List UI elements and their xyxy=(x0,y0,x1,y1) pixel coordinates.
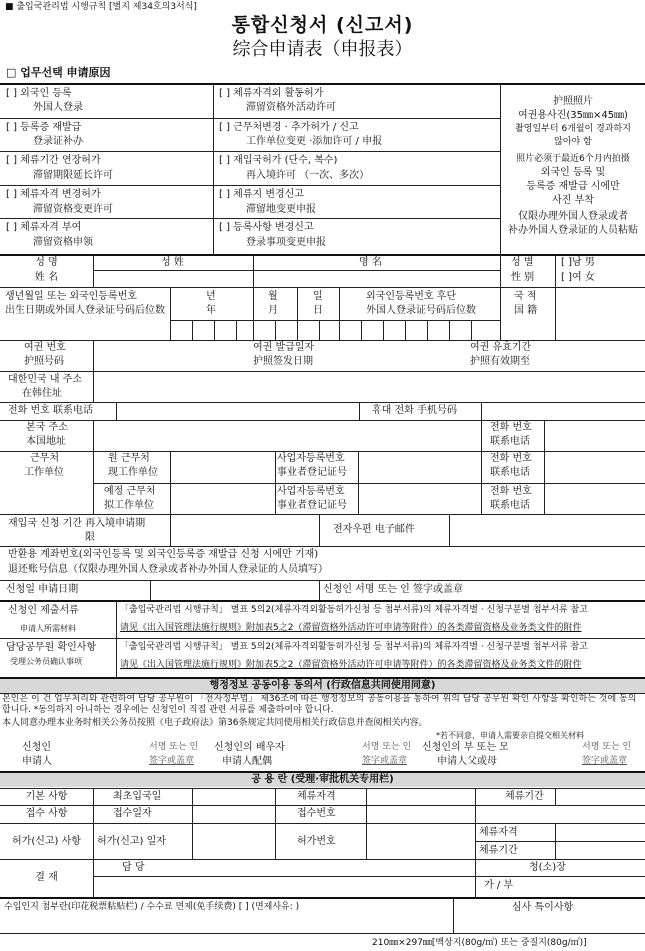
registration-suffix-label: 외국인등록번호 후단 xyxy=(366,291,457,302)
refund-account-label: 반환용 계좌번호(외국인등록 및 외국인등록증 재발급 신청 시에만 기재) xyxy=(8,549,319,560)
option-label-cn: 再入境许可 （一次、多次） xyxy=(246,170,370,181)
stamp-fee-label[interactable]: 수입인지 첨부란(印花税票粘贴栏) / 수수료 면제(免手续费) [ ] (면제사유: ) xyxy=(4,902,300,912)
basic-info-label: 기본 사항 xyxy=(25,791,68,802)
option-label-cn: 工作单位变更 ·添加许可 / 申报 xyxy=(246,136,383,147)
documents-reference: 「출입국관리법 시행규칙」 별표 5의2(체류자격외활동허가신청 등 첨부서류)의 체류자격별 · 신청구분별 첨부서류 참고 xyxy=(120,605,588,615)
option-stay-extension[interactable]: [ ] 체류기간 연장허가 xyxy=(6,155,101,166)
consent-applicant-signature[interactable]: 서명 또는 인 xyxy=(149,742,199,752)
documents-reference-cn: 请见《出入国管理法施行规则》附加表5之2（滞留资格外活动许可申请等附件）的各类滞留资格及业务类文件的附件 xyxy=(120,623,582,633)
officer-in-charge-label: 담 당 xyxy=(122,862,145,873)
business-number-label-cn: 事业者登记证号 xyxy=(277,467,347,478)
name-label-cn: 姓 名 xyxy=(34,272,59,283)
workplace-phone-label-cn: 联系电话 xyxy=(490,500,530,511)
planned-workplace-label: 예정 근무처 xyxy=(104,486,156,497)
option-status-grant[interactable]: [ ] 체류자격 부여 xyxy=(6,222,82,233)
option-extra-activity[interactable]: [ ] 체류자격외 활동허가 xyxy=(219,88,324,99)
option-residence-change[interactable]: [ ] 체류지 변경신고 xyxy=(219,189,304,200)
email-label: 전자우편 电子邮件 xyxy=(333,524,415,535)
consent-parent-signature-cn: 签字或盖章 xyxy=(582,756,628,766)
given-name-label: 명 名 xyxy=(359,257,382,268)
option-label-cn: 登录证补办 xyxy=(33,136,83,147)
mobile-label: 휴대 전화 手机号码 xyxy=(372,405,457,416)
gender-label: 성 별 xyxy=(511,257,534,268)
status-label: 체류자격 xyxy=(297,791,336,802)
applicant-documents-label: 신청인 제출서류 xyxy=(8,605,79,616)
option-label-cn: 滞留资格申领 xyxy=(33,237,93,248)
passport-issue-label: 여권 발급일자 xyxy=(253,342,315,353)
consent-spouse-signature[interactable]: 서명 또는 인 xyxy=(362,742,412,752)
month-label-cn: 月 xyxy=(268,305,278,316)
permit-info-label: 허가(신고) 사항 xyxy=(12,836,81,847)
workplace-phone-label-cn: 联系电话 xyxy=(490,467,530,478)
receipt-number-label: 접수번호 xyxy=(297,808,336,819)
home-address-label: 본국 주소 xyxy=(26,422,68,433)
consent-header: 행정정보 공동이용 동의서 (行政信息共同使用同意) xyxy=(209,680,436,691)
current-workplace-label: 원 근무처 xyxy=(108,453,150,464)
chief-label: 청(소)장 xyxy=(529,862,566,873)
workplace-label-cn: 工作单位 xyxy=(24,467,64,478)
business-number-label: 사업자등록번호 xyxy=(277,486,345,497)
business-number-label: 사업자등록번호 xyxy=(277,453,345,464)
consent-parent-label: 신청인의 부 또는 모 xyxy=(422,742,509,753)
gender-label-cn: 性 别 xyxy=(511,272,535,283)
birth-label-cn: 出生日期或外国人登录证号码后位数 xyxy=(5,305,165,316)
application-date-label: 신청일 申请日期 xyxy=(6,584,79,595)
month-label: 월 xyxy=(268,291,278,302)
day-label: 일 xyxy=(313,291,323,302)
korea-address-label-cn: 在韩住址 xyxy=(22,388,62,399)
passport-expiry-label-cn: 护照有效期至 xyxy=(470,356,530,367)
name-label: 성 명 xyxy=(35,257,58,268)
first-entry-label: 최초입국일 xyxy=(113,791,162,802)
option-info-change[interactable]: [ ] 등록사항 변경신고 xyxy=(219,222,314,233)
passport-number-label-cn: 护照号码 xyxy=(24,356,64,367)
year-label: 년 xyxy=(206,291,216,302)
reentry-period-label: 재입국 신청 기간 再入境申请期 xyxy=(8,518,146,529)
option-reentry[interactable]: [ ] 재입국허가 (단수, 복수) xyxy=(219,155,338,166)
receipt-date-label: 접수일자 xyxy=(113,808,152,819)
workplace-label: 근무처 xyxy=(30,453,59,464)
nationality-label-cn: 国 籍 xyxy=(514,305,538,316)
phone-label: 전화 번호 联系电话 xyxy=(8,405,93,416)
option-label-cn: 外国人登录 xyxy=(33,102,83,113)
workplace-phone-label: 전화 번호 xyxy=(490,453,532,464)
planned-workplace-label-cn: 拟工作单位 xyxy=(104,500,154,511)
home-phone-label-cn: 联系电话 xyxy=(490,436,530,447)
consent-applicant-signature-cn: 签字或盖章 xyxy=(149,756,195,766)
option-label-cn: 滞留资格外活动许可 xyxy=(246,102,336,113)
review-notes-label: 심사 특이사항 xyxy=(512,902,574,913)
consent-text-cn: 本人同意办理本业务时相关公务员按照《电子政府法》第36条规定共同使用相关行政信息并查阅相关内容。 xyxy=(2,718,428,728)
birth-label: 생년월일 또는 외국인등록번호 xyxy=(5,291,137,302)
approve-reject-label[interactable]: 가 / 부 xyxy=(484,880,514,891)
consent-text: 본인은 이 건 업무처리와 관련하여 담당 공무원이 「전자정부법」 제36조에 따른 행정정보의 공동이용을 통하여 위의 담당 공무원 확인 사항을 확인하는 것에 동의합니다. *동의하지 아니하는 경우에는 신청인이 직접 관련 서류를 제출하여야 합니다. xyxy=(2,694,637,715)
gender-female-checkbox[interactable]: [ ]여 女 xyxy=(561,272,595,283)
permit-date-label: 허가(신고) 일자 xyxy=(97,836,166,847)
option-label-cn: 登录事项变更申报 xyxy=(246,237,326,248)
title-chinese: 综合申请表（申报表） xyxy=(232,39,413,60)
applicant-signature-label: 신청인 서명 또는 인 签字或盖章 xyxy=(323,584,463,595)
applicant-documents-label-cn: 申请人所需材料 xyxy=(20,624,76,633)
consent-spouse-label-cn: 申请人配偶 xyxy=(222,756,272,767)
reentry-period-label-2: 限 xyxy=(85,532,95,543)
year-label-cn: 年 xyxy=(206,305,216,316)
option-workplace-change[interactable]: [ ] 근무처변경 · 추가허가 / 신고 xyxy=(219,122,359,133)
title-korean: 통합신청서 (신고서) xyxy=(231,14,414,36)
period-label: 체류기간 xyxy=(505,791,544,802)
business-number-label-cn: 事业者登记证号 xyxy=(277,500,347,511)
consent-spouse-signature-cn: 签字或盖章 xyxy=(362,756,408,766)
officer-check-label: 담당공무원 확인사항 xyxy=(6,642,97,653)
day-label-cn: 日 xyxy=(313,305,323,316)
option-foreigner-registration[interactable]: [ ] 외국인 등록 xyxy=(6,88,72,99)
passport-issue-label-cn: 护照签发日期 xyxy=(253,356,313,367)
consent-parent-signature[interactable]: 서명 또는 인 xyxy=(582,742,632,752)
approval-label: 결 재 xyxy=(35,872,58,883)
refund-account-label-cn: 退还账号信息（仅限办理外国人登录或者补办外国人登录证的人员填写） xyxy=(8,564,328,575)
receipt-info-label: 접수 사항 xyxy=(25,808,68,819)
consent-spouse-label: 신청인의 배우자 xyxy=(214,742,285,753)
permit-status-label: 체류자격 xyxy=(479,827,518,838)
workplace-phone-label: 전화 번호 xyxy=(490,486,532,497)
gender-male-checkbox[interactable]: [ ]남 男 xyxy=(561,257,595,268)
section-title: □ 업무선택 申请原因 xyxy=(6,66,111,79)
passport-expiry-label: 여권 유효기간 xyxy=(470,342,532,353)
consent-applicant-label: 신청인 xyxy=(22,742,51,753)
option-status-change[interactable]: [ ] 체류자격 변경허가 xyxy=(6,189,101,200)
form-reference: ■ 출입국관리법 시행규칙 [별지 제34호의3서식] xyxy=(5,2,197,12)
permit-number-label: 허가번호 xyxy=(297,836,336,847)
registration-suffix-label-cn: 外国人登录证号码后位数 xyxy=(366,305,476,316)
option-label-cn: 滞留资格变更许可 xyxy=(33,204,113,215)
home-address-label-cn: 本国地址 xyxy=(26,436,66,447)
option-label-cn: 滞留地变更申报 xyxy=(246,204,316,215)
officer-check-label-cn: 受理公务员确认事项 xyxy=(10,657,82,666)
consent-parent-label-cn: 申请人父或母 xyxy=(437,756,497,767)
passport-number-label: 여권 번호 xyxy=(24,342,66,353)
documents-reference-cn: 请见《出入国管理法施行规则》附加表5之2（滞留资格外活动许可申请等附件）的各类滞留资格及业务类文件的附件 xyxy=(120,660,582,670)
consent-applicant-label-cn: 申请人 xyxy=(22,756,52,767)
option-card-reissue[interactable]: [ ] 등록증 재발급 xyxy=(6,122,82,133)
home-phone-label: 전화 번호 xyxy=(490,422,532,433)
korea-address-label: 대한민국 내 주소 xyxy=(8,374,82,385)
official-use-header: 공 용 란 (受理·审批机关专用栏) xyxy=(251,774,394,785)
permit-period-label: 체류기간 xyxy=(479,845,518,856)
surname-label: 성 姓 xyxy=(161,257,184,268)
nationality-label: 국 적 xyxy=(514,291,537,302)
paper-spec: 210㎜×297㎜[백상지(80g/㎡) 또는 중질지(80g/㎡)] xyxy=(372,938,587,948)
current-workplace-label-cn: 现工作单位 xyxy=(108,467,158,478)
consent-note-cn: *若不同意，申请人需要亲自提交相关材料 xyxy=(436,731,584,740)
documents-reference: 「출입국관리법 시행규칙」 별표 5의2(체류자격외활동허가신청 등 첨부서류)의 체류자격별 · 신청구분별 첨부서류 참고 xyxy=(120,642,588,652)
option-label-cn: 滞留期限延长许可 xyxy=(33,170,113,181)
